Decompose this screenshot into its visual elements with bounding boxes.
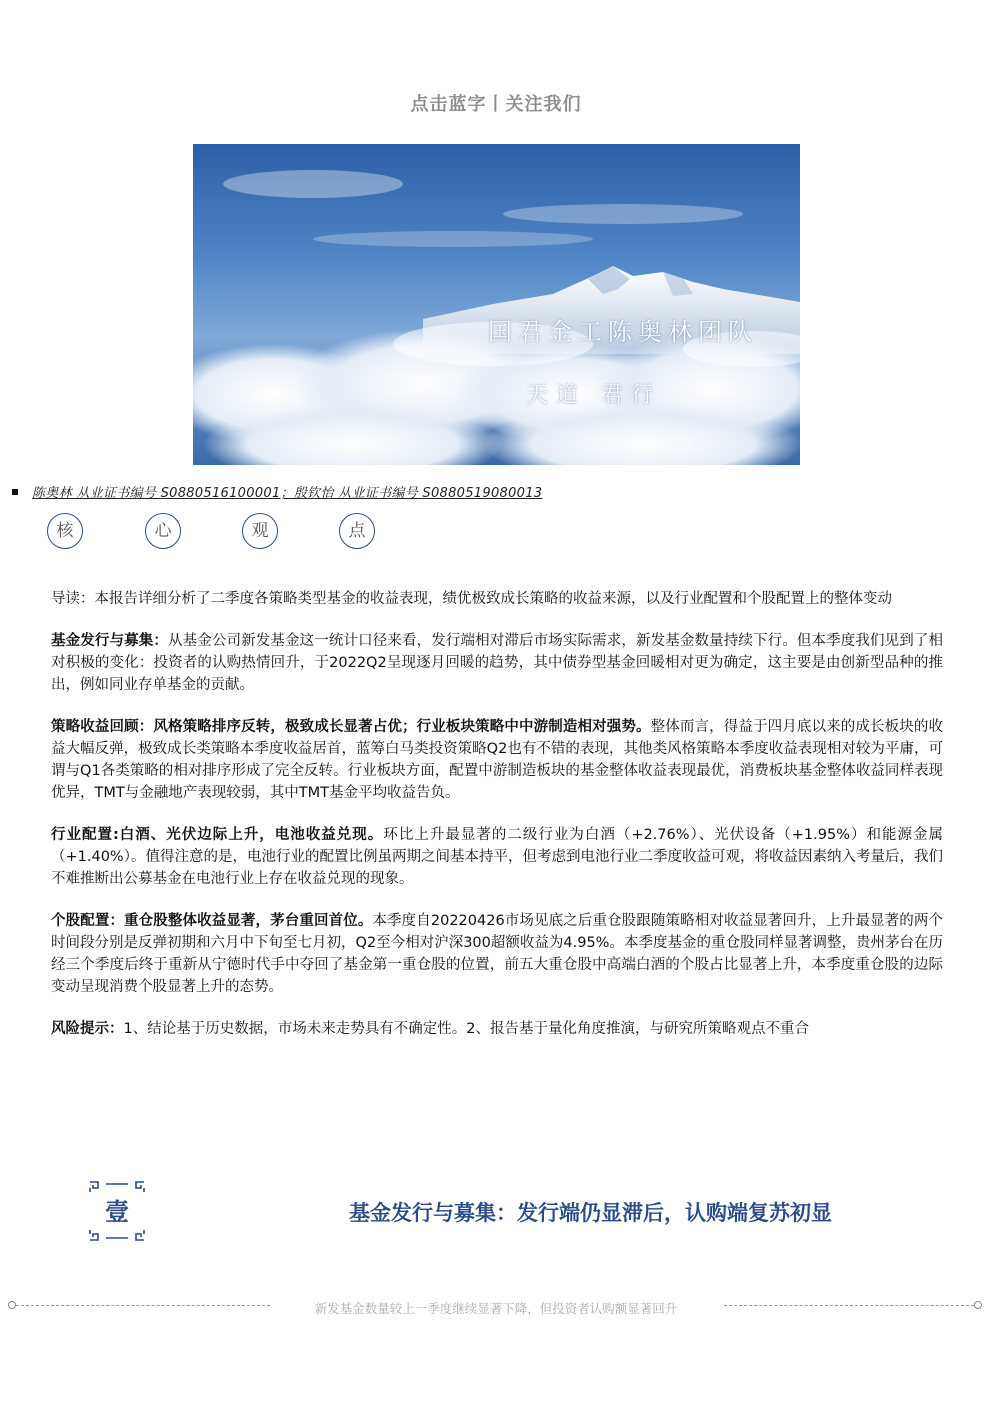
author-names[interactable]: 陈奥林 从业证书编号 S0880516100001；殷钦怡 从业证书编号 S0880519080013 xyxy=(32,486,543,501)
strategy-return-heading: 策略收益回顾：风格策略排序反转，极致成长显著占优；行业板块策略中中游制造相对强势。 xyxy=(51,719,651,735)
header-banner-image xyxy=(193,144,800,465)
intro-paragraph: 导读：本报告详细分析了二季度各策略类型基金的收益表现，绩优极致成长策略的收益来源，以及行业配置和个股配置上的整体变动 xyxy=(51,591,892,607)
banner-motto: 天道 君行 xyxy=(526,383,661,408)
key-point-char-1: 核 xyxy=(47,513,83,549)
strategy-return-paragraph: 策略收益回顾：风格策略排序反转，极致成长显著占优；行业板块策略中中游制造相对强势。整体而言，得益于四月底以来的成长板块的收益大幅反弹，极致成长类策略本季度收益居首，蓝筹白马类投资策略Q2也有不错的表现，其他类风格策略本季度收益表现相对较为平庸，可谓与Q1各类策略的相对排序形成了完全反转。行业板块方面，配置中游制造板块的基金整体收益表现最优，消费板块基金整体收益同样表现优异，TMT与金融地产表现较弱，其中TMT基金平均收益告负。 xyxy=(51,719,943,801)
banner-team-name: 国君金工陈奥林团队 xyxy=(488,318,758,346)
stock-allocation-paragraph: 个股配置：重仓股整体收益显著，茅台重回首位。本季度自20220426市场见底之后重仓股跟随策略相对收益显著回升，上升最显著的两个时间段分别是反弹初期和六月中下旬至七月初，Q2至今相对沪深300超额收益为4.95%。本季度基金的重仓股同样显著调整，贵州茅台在历经三个季度后终于重新从宁德时代手中夺回了基金第一重仓股的位置，前五大重仓股中高端白酒的个股占比显著上升，本季度重仓股的边际变动呈现消费个股显著上升的态势。 xyxy=(51,913,943,995)
stock-allocation-heading: 个股配置：重仓股整体收益显著，茅台重回首位。 xyxy=(51,913,373,929)
issuance-paragraph: 基金发行与募集：从基金公司新发基金这一统计口径来看，发行端相对滞后市场实际需求，新发基金数量持续下行。但本季度我们见到了相对积极的变化：投资者的认购热情回升，于2022Q2呈现逐月回暖的趋势，其中债券型基金回暖相对更为确定，这主要是由创新型品种的推出，例如同业存单基金的贡献。 xyxy=(51,633,943,693)
section-title: 基金发行与募集：发行端仍显滞后，认购端复苏初显 xyxy=(349,1201,832,1225)
bullet-square-icon xyxy=(12,489,18,495)
industry-allocation-paragraph: 行业配置:白酒、光伏边际上升，电池收益兑现。环比上升最显著的二级行业为白酒（+2.76%）、光伏设备（+1.95%）和能源金属（+1.40%）。值得注意的是，电池行业的配置比例虽两期之间基本持平，但考虑到电池行业二季度收益可观，将收益因素纳入考量后，我们不难推断出公募基金在电池行业上存在收益兑现的现象。 xyxy=(51,827,943,887)
author-line xyxy=(12,482,542,501)
issuance-heading: 基金发行与募集： xyxy=(51,633,168,649)
key-point-char-4: 点 xyxy=(339,513,375,549)
follow-us-banner-text[interactable]: 点击蓝字丨关注我们 xyxy=(410,94,582,115)
key-point-char-2: 心 xyxy=(145,513,181,549)
section-number: 壹 xyxy=(105,1197,129,1226)
risk-warning-heading: 风险提示： xyxy=(51,1021,124,1037)
mountain-sky-illustration xyxy=(193,144,800,465)
risk-warning-paragraph: 风险提示：1、结论基于历史数据，市场未来走势具有不确定性。2、报告基于量化角度推演，与研究所策略观点不重合 xyxy=(51,1021,809,1037)
section-number-badge xyxy=(88,1180,146,1242)
key-point-char-3: 观 xyxy=(242,513,278,549)
industry-allocation-heading: 行业配置:白酒、光伏边际上升，电池收益兑现。 xyxy=(51,827,384,843)
key-points-body xyxy=(51,588,943,1060)
figure-caption: 新发基金数量较上一季度继续显著下降，但投资者认购额显著回升 xyxy=(314,1301,678,1316)
